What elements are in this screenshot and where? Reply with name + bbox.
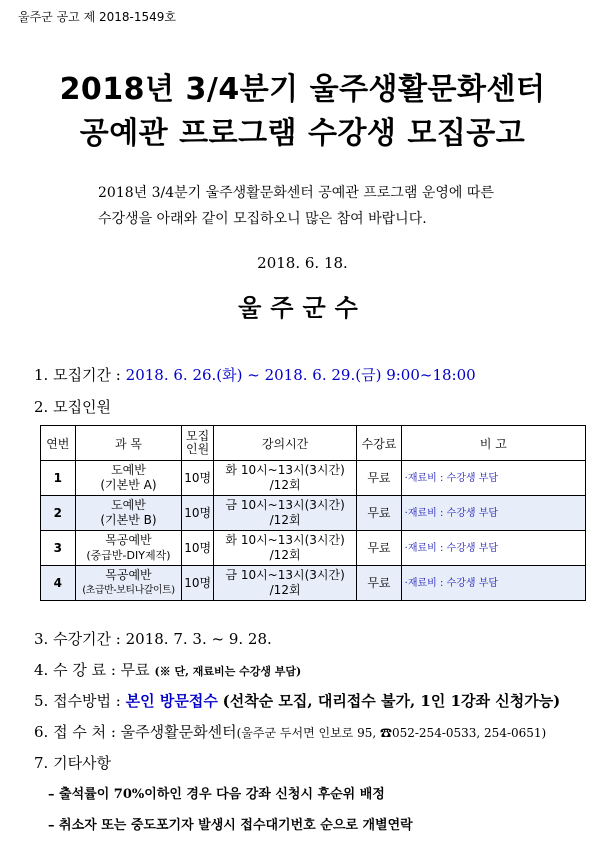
- cell-time: [214, 461, 357, 496]
- cell-time: [214, 531, 357, 566]
- time-sessions: /12회: [269, 548, 301, 562]
- notice-date: 2018. 6. 18.: [257, 254, 348, 272]
- cell-fee: 무료: [357, 566, 401, 601]
- cell-course: [75, 566, 182, 601]
- header-no: 연번: [41, 426, 76, 461]
- cell-course: [75, 461, 182, 496]
- course-name: 도예반: [111, 463, 146, 477]
- course-term: 3. 수강기간 : 2018. 7. 3. ~ 9. 28.: [34, 630, 272, 648]
- course-level: (기본반 B): [100, 513, 157, 527]
- office-detail: (울주군 두서면 인보로 95, ☎052-254-0533, 254-0651): [236, 726, 547, 740]
- recruit-period-value: 2018. 6. 26.(화) ~ 2018. 6. 29.(금) 9:00~18:00: [125, 366, 476, 384]
- cell-note: ·재료비 : 수강생 부담: [401, 566, 585, 601]
- cell-fee: 무료: [357, 496, 401, 531]
- time-sessions: /12회: [269, 478, 301, 492]
- course-name: 도예반: [111, 498, 146, 512]
- course-name: 목공예반: [105, 568, 152, 582]
- course-level: (중급반-DIY제작): [86, 549, 171, 562]
- course-level: (기본반 A): [100, 478, 157, 492]
- table-row: [41, 461, 586, 496]
- application-office: [34, 721, 546, 742]
- other-note-item: – 출석률이 70%이하인 경우 다음 강좌 신청시 후순위 배정: [48, 787, 385, 802]
- time-slot: 화 10시~13시(3시간): [225, 533, 345, 547]
- table-header-row: [41, 426, 586, 461]
- cell-quota: 10명: [182, 461, 214, 496]
- cell-course: [75, 531, 182, 566]
- header-quota: 모집인원: [182, 426, 214, 461]
- table-row: [41, 496, 586, 531]
- method-value: 본인 방문접수: [125, 692, 218, 710]
- recruit-period: [34, 364, 476, 385]
- cell-quota: 10명: [182, 566, 214, 601]
- course-name: 목공예반: [105, 533, 152, 547]
- fee-label: 4. 수 강 료 : 무료: [34, 661, 150, 679]
- course-level: (초급반-보티나갈이트): [82, 585, 175, 596]
- cell-quota: 10명: [182, 531, 214, 566]
- application-method: [34, 690, 560, 711]
- cell-note: ·재료비 : 수강생 부담: [401, 496, 585, 531]
- tuition-fee: [34, 659, 301, 680]
- table-row: [41, 566, 586, 601]
- time-slot: 화 10시~13시(3시간): [225, 463, 345, 477]
- notice-number: 울주군 공고 제 2018-1549호: [18, 10, 176, 24]
- header-note: 비 고: [401, 426, 585, 461]
- cell-no: 3: [41, 531, 76, 566]
- cell-no: 1: [41, 461, 76, 496]
- header-fee: 수강료: [357, 426, 401, 461]
- fee-note: (※ 단, 재료비는 수강생 부담): [154, 665, 302, 678]
- recruit-count-label: 2. 모집인원: [34, 398, 112, 416]
- page-title-line2: 공예관 프로그램 수강생 모집공고: [79, 116, 526, 151]
- other-notes-label: 7. 기타사항: [34, 754, 112, 772]
- page-title-line1: 2018년 3/4분기 울주생활문화센터: [59, 72, 546, 107]
- header-time: 강의시간: [214, 426, 357, 461]
- cell-no: 4: [41, 566, 76, 601]
- time-slot: 금 10시~13시(3시간): [225, 498, 345, 512]
- office-label: 6. 접 수 처 : 울주생활문화센터: [34, 723, 237, 741]
- time-sessions: /12회: [269, 513, 301, 527]
- cell-course: [75, 496, 182, 531]
- cell-note: ·재료비 : 수강생 부담: [401, 531, 585, 566]
- table-row: [41, 531, 586, 566]
- intro-line1: 2018년 3/4분기 울주생활문화센터 공예관 프로그램 운영에 따른: [98, 185, 494, 201]
- method-note: (선착순 모집, 대리접수 불가, 1인 1강좌 신청가능): [222, 692, 561, 710]
- cell-time: [214, 566, 357, 601]
- cell-fee: 무료: [357, 531, 401, 566]
- cell-no: 2: [41, 496, 76, 531]
- method-label: 5. 접수방법 :: [34, 692, 121, 710]
- course-table: [40, 425, 586, 601]
- header-course: 과 목: [75, 426, 182, 461]
- other-note-item: – 취소자 또는 중도포기자 발생시 접수대기번호 순으로 개별연락: [48, 818, 413, 833]
- intro-line2: 수강생을 아래와 같이 모집하오니 많은 참여 바랍니다.: [98, 211, 427, 227]
- time-slot: 금 10시~13시(3시간): [225, 568, 345, 582]
- recruit-period-label: 1. 모집기간 :: [34, 366, 121, 384]
- cell-quota: 10명: [182, 496, 214, 531]
- time-sessions: /12회: [269, 583, 301, 597]
- cell-time: [214, 496, 357, 531]
- issuer: 울주군수: [238, 294, 367, 322]
- cell-fee: 무료: [357, 461, 401, 496]
- cell-note: ·재료비 : 수강생 부담: [401, 461, 585, 496]
